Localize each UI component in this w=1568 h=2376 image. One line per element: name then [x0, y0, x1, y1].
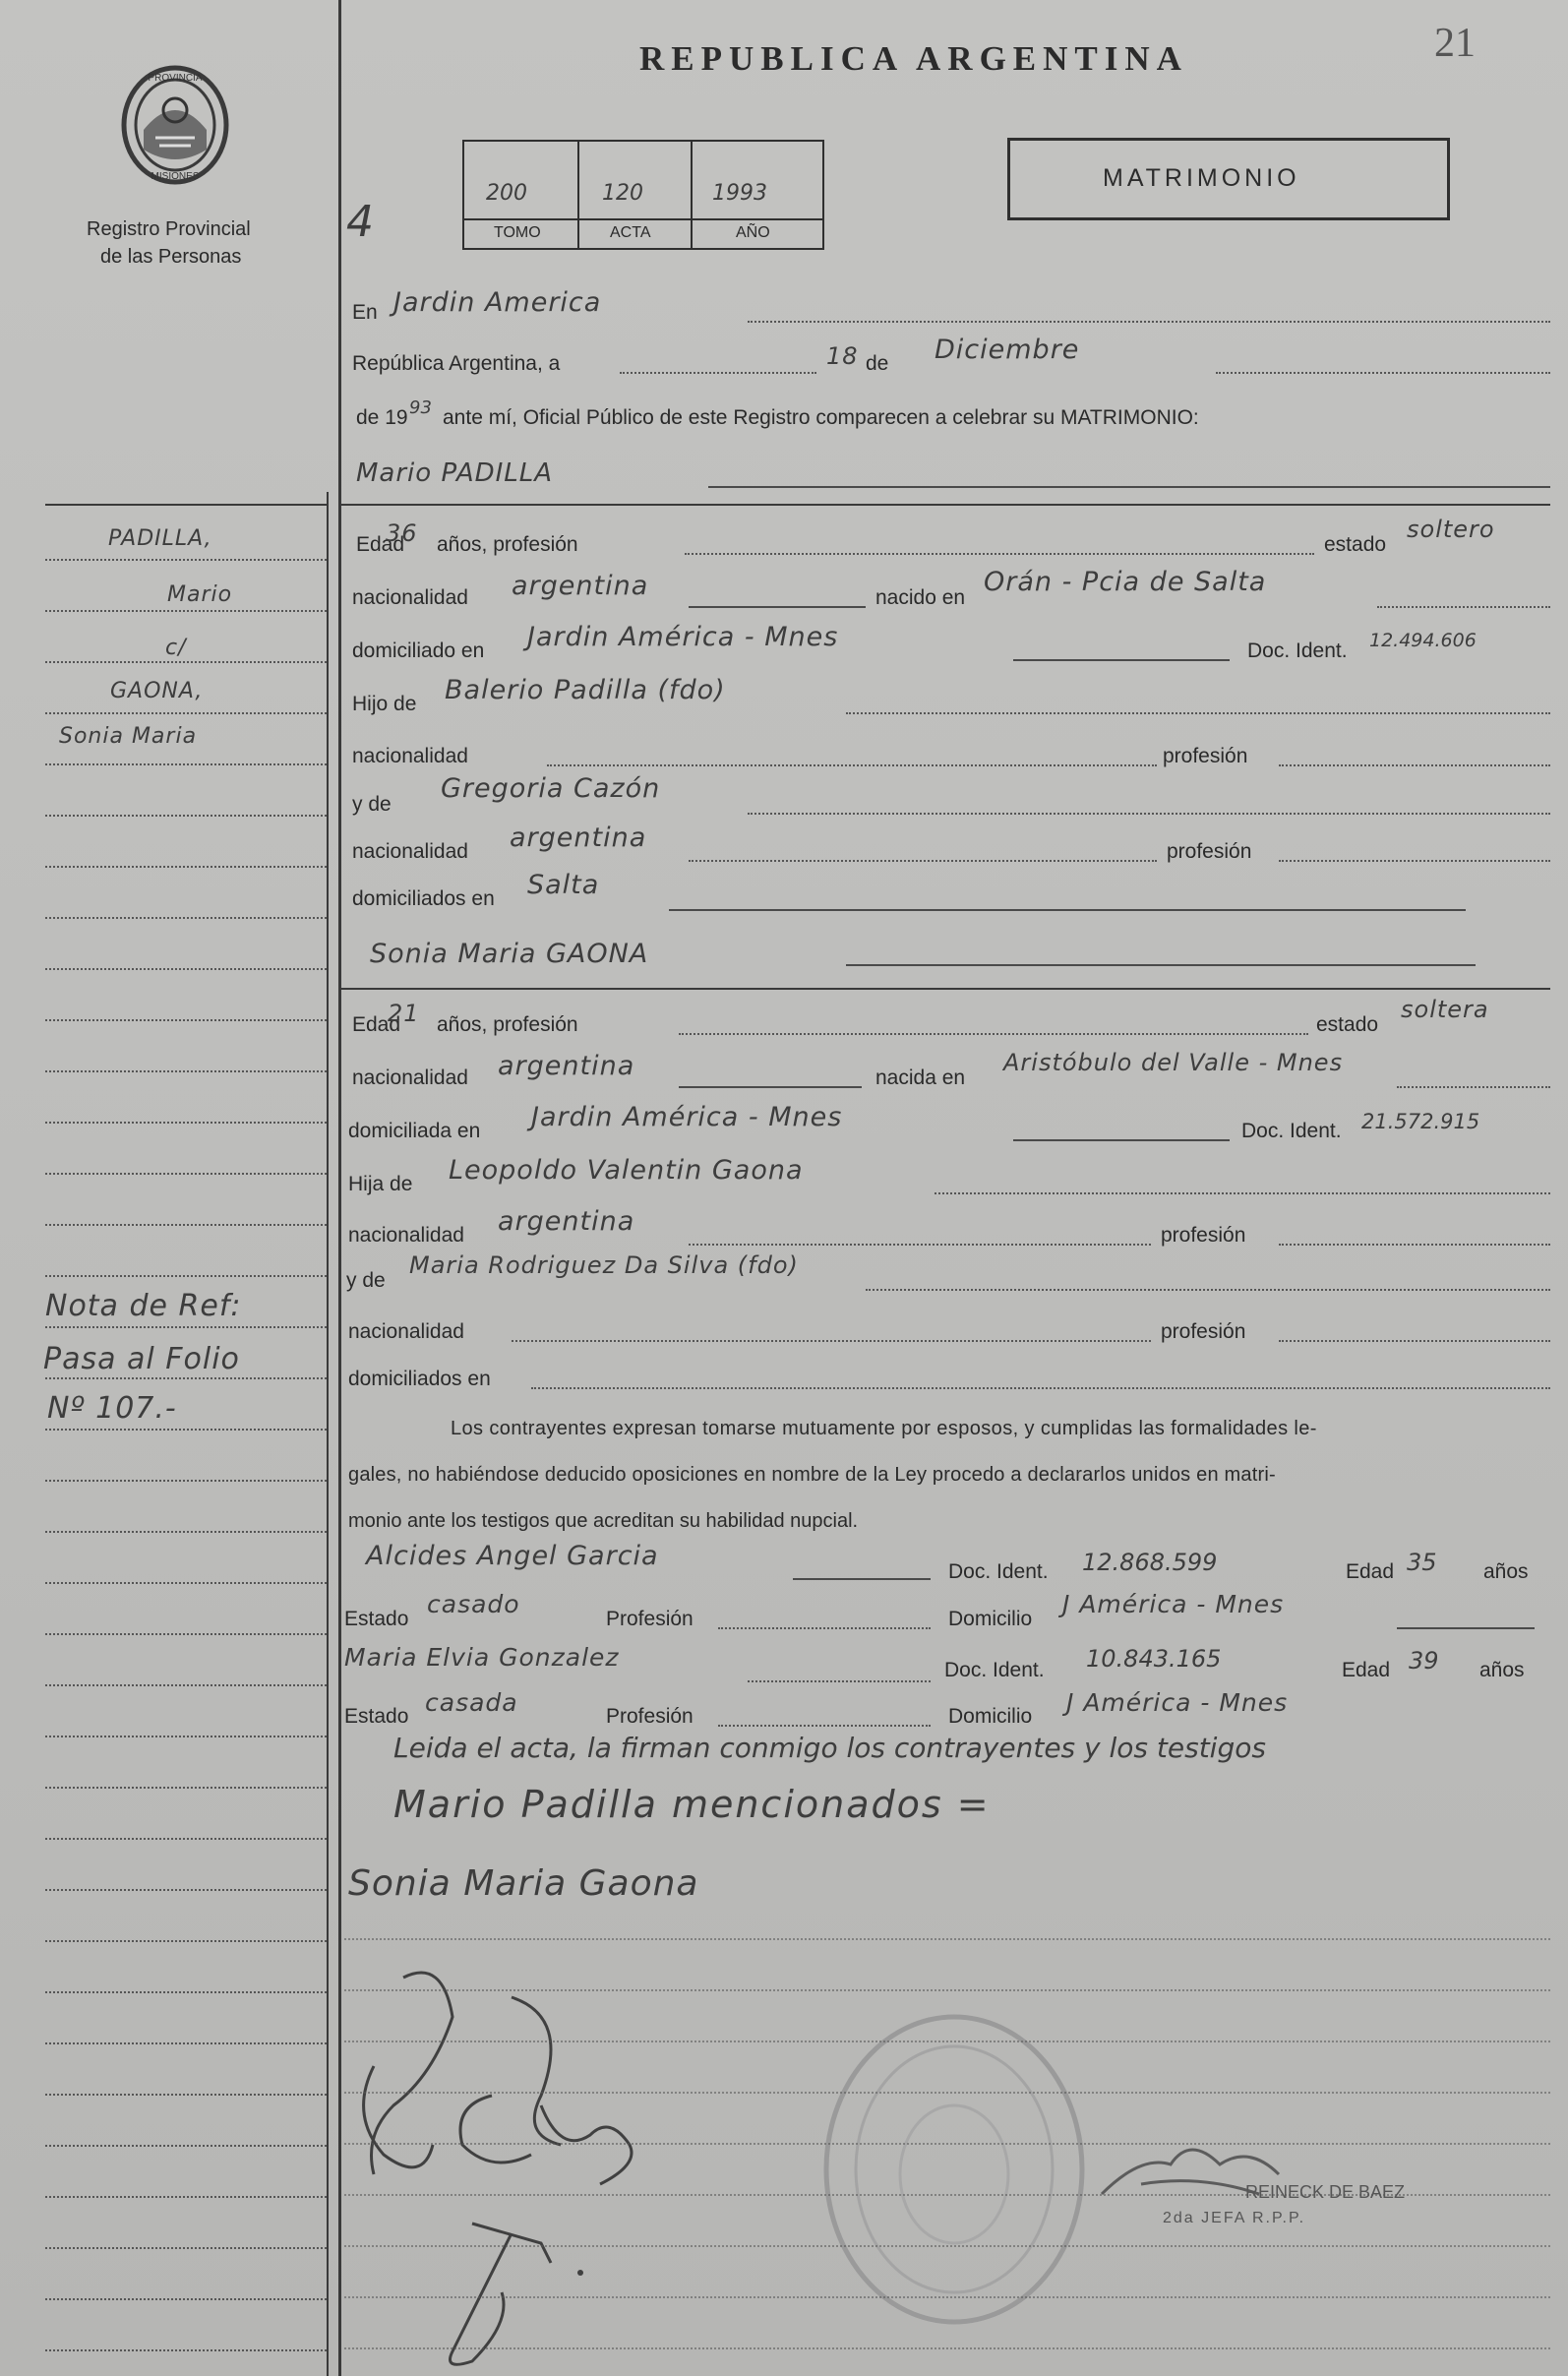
groom-nacionalidad: argentina [512, 571, 649, 601]
margin-rule [45, 1019, 327, 1021]
groom-name: Mario PADILLA [356, 458, 554, 488]
witness-signature-icon [344, 1958, 679, 2214]
margin-rule [45, 1787, 327, 1789]
date-month: Diciembre [935, 335, 1080, 365]
margin-rule [45, 1480, 327, 1482]
margin-rule [45, 968, 327, 970]
margin-rule [45, 2247, 327, 2249]
margin-rule [45, 559, 327, 561]
bride-mother-prof-label: profesión [1161, 1320, 1246, 1343]
seal-top-text: PROVINCIA [148, 73, 203, 84]
groom-mother-nac-label: nacionalidad [352, 840, 468, 863]
closing-line2: Mario Padilla mencionados = [393, 1783, 991, 1826]
witness2-anos-label: años [1479, 1659, 1525, 1681]
provincial-seal-icon [116, 61, 234, 189]
acta-label: ACTA [610, 224, 651, 241]
witness2-profesion-label: Profesión [606, 1705, 694, 1728]
groom-nacido-label: nacido en [875, 586, 966, 609]
groom-edad-label: Edad [356, 533, 405, 556]
body-rule [344, 2143, 1550, 2145]
body-rule [344, 2041, 1550, 2042]
bride-mother: Maria Rodriguez Da Silva (fdo) [409, 1251, 799, 1279]
closing-line1: Leida el acta, la firman conmigo los contrayentes y los testigos [393, 1732, 1266, 1764]
margin-rule [45, 2042, 327, 2044]
witness2-edad: 39 [1409, 1647, 1439, 1675]
witness2-edad-label: Edad [1342, 1659, 1391, 1681]
doc-type-box [1007, 138, 1450, 220]
tomo-label: TOMO [494, 224, 541, 241]
groom-profesion-label: profesión [1163, 745, 1248, 767]
de-label: de [866, 352, 889, 375]
groom-father: Balerio Padilla (fdo) [445, 675, 726, 705]
margin-rule [45, 1224, 327, 1226]
body-rule [344, 2245, 1550, 2247]
intro-text: ante mí, Oficial Público de este Registro comparecen a celebrar su MATRIMONIO: [443, 406, 1199, 429]
margin-rule [45, 1275, 327, 1277]
groom-domicilio: Jardin América - Mnes [527, 622, 839, 652]
margin-rule [45, 1991, 327, 1993]
witness2-domicilio-label: Domicilio [948, 1705, 1033, 1728]
margin-note2: Pasa al Folio [43, 1342, 240, 1376]
registry-name-line2: de las Personas [100, 246, 242, 268]
margin-rule [45, 1173, 327, 1175]
ano-value: 1993 [712, 181, 767, 206]
groom-mother-prof-label: profesión [1167, 840, 1252, 863]
bride-edad: 21 [388, 1000, 420, 1027]
witness1-name: Alcides Angel Garcia [366, 1541, 659, 1571]
margin-rule [45, 2196, 327, 2198]
margin-rule [45, 712, 327, 714]
margin-rule [45, 1838, 327, 1840]
groom-hijo-label: Hijo de [352, 693, 417, 715]
margin-rule [45, 1122, 327, 1124]
groom-doc: 12.494.606 [1369, 630, 1477, 651]
bride-domiciliados-label: domiciliados en [348, 1368, 491, 1390]
country-title: REPUBLICA ARGENTINA [639, 39, 1188, 78]
witness2-name: Maria Elvia Gonzalez [344, 1643, 620, 1672]
bride-father: Leopoldo Valentin Gaona [449, 1155, 804, 1186]
margin-rule [45, 763, 327, 765]
margin-rule [45, 2349, 327, 2351]
date-day: 18 [826, 342, 859, 370]
margin-divider [338, 0, 341, 2376]
acta-value: 120 [602, 181, 643, 206]
witness1-doc-label: Doc. Ident. [948, 1560, 1049, 1583]
bride-father-nac: argentina [498, 1206, 635, 1237]
margin-rule [45, 1633, 327, 1635]
witness2-domicilio: J América - Mnes [1066, 1688, 1289, 1717]
margin-line1: PADILLA, [108, 526, 212, 551]
page-number: 21 [1434, 21, 1476, 66]
year-suffix: 93 [409, 397, 432, 418]
margin-note3: Nº 107.- [47, 1391, 177, 1426]
officer-title: 2da JEFA R.P.P. [1163, 2210, 1306, 2226]
margin-rule [45, 1684, 327, 1686]
witness1-profesion-label: Profesión [606, 1608, 694, 1630]
witness2-estado-label: Estado [344, 1705, 409, 1728]
statement-line1: Los contrayentes expresan tomarse mutuamente por esposos, y cumplidas las formalidades le- [451, 1418, 1317, 1439]
statement-line3: monio ante los testigos que acreditan su habilidad nupcial. [348, 1510, 859, 1532]
bride-nacida-label: nacida en [875, 1066, 966, 1089]
margin-rule [45, 610, 327, 612]
margin-rule [45, 661, 327, 663]
groom-nacido: Orán - Pcia de Salta [984, 567, 1267, 597]
margin-line2: Mario [167, 582, 233, 607]
bride-anos-profesion-label: años, profesión [437, 1013, 578, 1036]
margin-rule [45, 2094, 327, 2096]
body-rule [344, 2194, 1550, 2196]
margin-rule [45, 1940, 327, 1942]
seal-bottom-text: MISIONES [151, 171, 200, 182]
bride-estado: soltera [1401, 996, 1489, 1023]
margin-rule [45, 2145, 327, 2147]
ano-label: AÑO [736, 224, 770, 241]
year-prefix: de 19 [356, 406, 408, 429]
witness2-doc-label: Doc. Ident. [944, 1659, 1045, 1681]
place-value: Jardin America [393, 287, 602, 318]
bride-nacionalidad-label: nacionalidad [352, 1066, 468, 1089]
witness1-edad: 35 [1407, 1549, 1437, 1576]
groom-nacionalidad-label: nacionalidad [352, 586, 468, 609]
margin-line3: c/ [165, 636, 187, 660]
en-label: En [352, 301, 378, 324]
margin-rule [45, 1889, 327, 1891]
margin-rule [45, 815, 327, 817]
margin-rule [45, 1326, 327, 1328]
margin-rule [45, 1377, 327, 1379]
bride-nacionalidad: argentina [498, 1051, 635, 1081]
margin-rule [45, 1736, 327, 1737]
margin-line4: GAONA, [110, 679, 204, 703]
republica-label: República Argentina, a [352, 352, 561, 375]
bride-doc-label: Doc. Ident. [1241, 1120, 1342, 1142]
margin-rule [45, 1582, 327, 1584]
registry-reference-box [462, 140, 824, 250]
witness1-anos-label: años [1483, 1560, 1529, 1583]
groom-estado-label: estado [1324, 533, 1387, 556]
witness1-estado: casado [427, 1590, 520, 1618]
body-rule [344, 1938, 1550, 1940]
body-rule [344, 2347, 1550, 2349]
groom-domiciliados: Salta [527, 870, 600, 900]
body-rule [344, 2092, 1550, 2094]
groom-anos-profesion-label: años, profesión [437, 533, 578, 556]
margin-rule [45, 1531, 327, 1533]
doc-type-label: MATRIMONIO [1103, 164, 1300, 192]
margin-rule [45, 1429, 327, 1431]
body-rule [344, 2296, 1550, 2298]
groom-doc-label: Doc. Ident. [1247, 640, 1348, 662]
groom-estado: soltero [1407, 516, 1495, 543]
margin-divider-inner [327, 492, 329, 2376]
witness1-domicilio: J América - Mnes [1062, 1590, 1285, 1618]
bride-mother-nac-label: nacionalidad [348, 1320, 464, 1343]
closing-line3: Sonia Maria Gaona [348, 1863, 699, 1904]
witness1-domicilio-label: Domicilio [948, 1608, 1033, 1630]
registry-name-line1: Registro Provincial [87, 218, 251, 240]
corner-mark: 4 [346, 197, 375, 247]
initials-signature-icon [413, 2204, 610, 2371]
bride-nacida: Aristóbulo del Valle - Mnes [1003, 1049, 1344, 1076]
bride-domicilio-label: domiciliada en [348, 1120, 481, 1142]
witness1-edad-label: Edad [1346, 1560, 1395, 1583]
tomo-value: 200 [486, 181, 527, 206]
bride-edad-label: Edad [352, 1013, 401, 1036]
bride-doc: 21.572.915 [1361, 1110, 1480, 1133]
groom-father-nac-label: nacionalidad [352, 745, 468, 767]
bride-father-nac-label: nacionalidad [348, 1224, 464, 1247]
statement-line2: gales, no habiéndose deducido oposiciones en nombre de la Ley procedo a declararlos unidos en matri- [348, 1464, 1276, 1486]
bride-y-de-label: y de [346, 1269, 386, 1292]
bride-hija-label: Hija de [348, 1173, 413, 1195]
officer-name: REINECK DE BAEZ [1245, 2182, 1406, 2202]
bride-domicilio: Jardin América - Mnes [531, 1102, 843, 1132]
margin-rule [45, 917, 327, 919]
bride-profesion-label: profesión [1161, 1224, 1246, 1247]
margin-line5: Sonia Maria [59, 724, 198, 749]
margin-rule [45, 1070, 327, 1072]
bride-name: Sonia Maria GAONA [370, 939, 649, 969]
witness2-doc: 10.843.165 [1086, 1645, 1222, 1673]
witness1-doc: 12.868.599 [1082, 1549, 1218, 1576]
witness1-estado-label: Estado [344, 1608, 409, 1630]
margin-note1: Nota de Ref: [45, 1289, 242, 1323]
margin-rule [45, 2298, 327, 2300]
groom-mother: Gregoria Cazón [441, 773, 661, 804]
body-rule [344, 1989, 1550, 1991]
groom-mother-nac: argentina [510, 822, 647, 853]
bride-estado-label: estado [1316, 1013, 1379, 1036]
groom-edad: 36 [386, 519, 418, 547]
groom-domicilio-label: domiciliado en [352, 640, 485, 662]
groom-y-de-label: y de [352, 793, 392, 816]
witness2-estado: casada [425, 1688, 518, 1717]
margin-rule [45, 866, 327, 868]
groom-domiciliados-label: domiciliados en [352, 887, 495, 910]
registry-stamp-icon [816, 2007, 1092, 2332]
